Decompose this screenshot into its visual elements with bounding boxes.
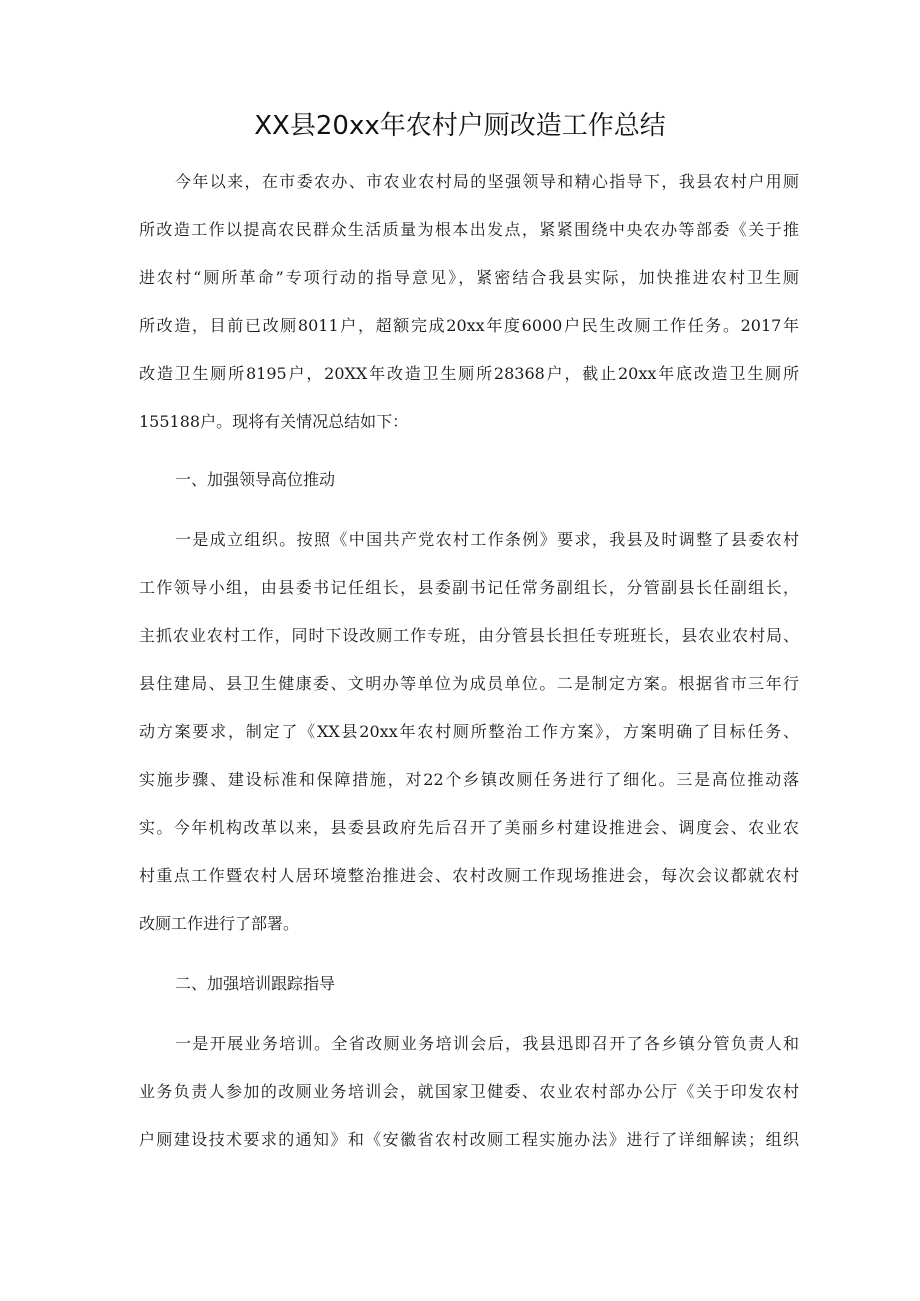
- paragraph-line: 户厕建设技术要求的通知》和《安徽省农村改厕工程实施办法》进行了详细解读；组织: [139, 1130, 799, 1149]
- section-heading: 二、加强培训跟踪指导: [175, 974, 336, 993]
- paragraph-line: 村重点工作暨农村人居环境整治推进会、农村改厕工作现场推进会，每次会议都就农村: [139, 866, 799, 885]
- paragraph-line: 动方案要求，制定了《XX县20xx年农村厕所整治工作方案》，方案明确了目标任务、: [139, 722, 799, 741]
- document-title: XX县20xx年农村户厕改造工作总结: [254, 111, 666, 141]
- paragraph-line: 实。今年机构改革以来，县委县政府先后召开了美丽乡村建设推进会、调度会、农业农: [139, 818, 799, 837]
- paragraph-line: 县住建局、县卫生健康委、文明办等单位为成员单位。二是制定方案。根据省市三年行: [139, 674, 799, 693]
- intro-line: 155188户。现将有关情况总结如下：: [139, 412, 409, 431]
- paragraph-line: 主抓农业农村工作，同时下设改厕工作专班，由分管县长担任专班班长，县农业农村局、: [139, 626, 799, 645]
- paragraph-line: 业务负责人参加的改厕业务培训会，就国家卫健委、农业农村部办公厅《关于印发农村: [139, 1082, 799, 1101]
- intro-line: 今年以来，在市委农办、市农业农村局的坚强领导和精心指导下，我县农村户用厕: [175, 172, 799, 191]
- paragraph-line: 实施步骤、建设标准和保障措施，对22个乡镇改厕任务进行了细化。三是高位推动落: [139, 770, 799, 789]
- paragraph-line: 改厕工作进行了部署。: [139, 914, 300, 933]
- intro-line: 进农村“厕所革命”专项行动的指导意见》，紧密结合我县实际，加快推进农村卫生厕: [139, 268, 799, 287]
- paragraph-line: 一是开展业务培训。全省改厕业务培训会后，我县迅即召开了各乡镇分管负责人和: [175, 1034, 799, 1053]
- section-heading: 一、加强领导高位推动: [175, 470, 336, 489]
- intro-line: 所改造，目前已改厕8011户，超额完成20xx年度6000户民生改厕工作任务。2017年: [139, 316, 799, 335]
- intro-line: 所改造工作以提高农民群众生活质量为根本出发点，紧紧围绕中央农办等部委《关于推: [139, 220, 799, 239]
- intro-line: 改造卫生厕所8195户，20XX年改造卫生厕所28368户，截止20xx年底改造卫生厕所: [139, 364, 799, 383]
- paragraph-line: 工作领导小组，由县委书记任组长，县委副书记任常务副组长，分管副县长任副组长，: [139, 578, 799, 597]
- paragraph-line: 一是成立组织。按照《中国共产党农村工作条例》要求，我县及时调整了县委农村: [175, 530, 799, 549]
